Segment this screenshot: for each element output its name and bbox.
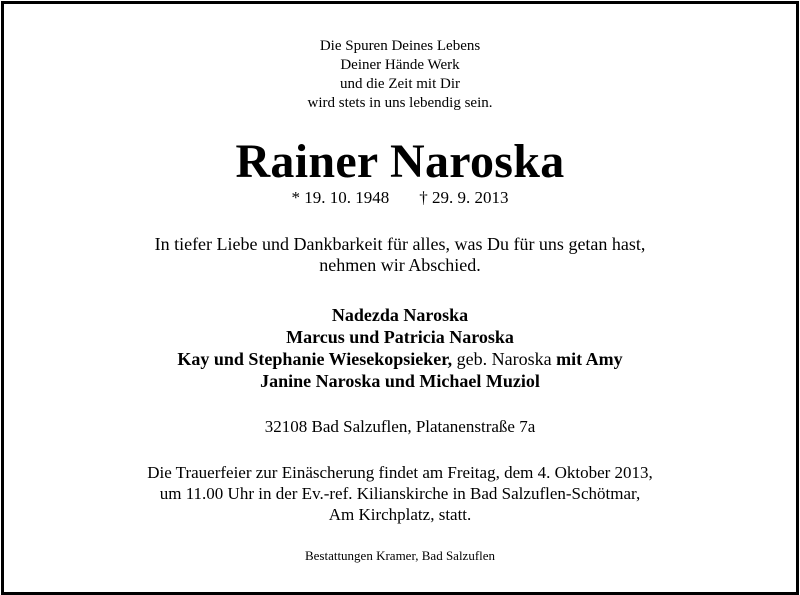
memorial-poem — [4, 37, 796, 113]
farewell-line: In tiefer Liebe und Dankbarkeit für alles, was Du für uns getan hast, — [154, 234, 646, 254]
poem-line: Deiner Hände Werk — [340, 57, 460, 73]
family-address: 32108 Bad Salzuflen, Platanenstraße 7a — [264, 417, 536, 436]
life-dates — [4, 188, 796, 208]
mourner-line — [4, 348, 796, 370]
ceremony-line: um 11.00 Uhr in der Ev.-ref. Kilianskirche in Bad Salzuflen-Schötmar, — [159, 484, 641, 503]
poem-line: Die Spuren Deines Lebens — [319, 38, 481, 54]
ceremony-line: Am Kirchplatz, statt. — [328, 505, 472, 524]
maiden-name-note: geb. Naroska — [452, 349, 557, 369]
mourner-line: Marcus und Patricia Naroska — [286, 327, 514, 347]
mourner-names-suffix: mit Amy — [556, 349, 623, 369]
birth-date: * 19. 10. 1948 — [291, 188, 390, 207]
ceremony-line: Die Trauerfeier zur Einäscherung findet am Freitag, dem 4. Oktober 2013, — [147, 463, 653, 482]
obituary-border — [1, 1, 799, 595]
mourner-line: Nadezda Naroska — [331, 305, 469, 325]
farewell-text — [4, 234, 796, 276]
obituary-content — [4, 4, 796, 592]
poem-line: und die Zeit mit Dir — [340, 76, 460, 92]
farewell-line: nehmen wir Abschied. — [319, 255, 481, 275]
funeral-home: Bestattungen Kramer, Bad Salzuflen — [304, 548, 496, 563]
mourner-line: Janine Naroska und Michael Muziol — [260, 371, 540, 391]
death-date: † 29. 9. 2013 — [419, 188, 509, 207]
deceased-name: Rainer Naroska — [235, 135, 565, 188]
mourners-list — [4, 304, 796, 392]
mourner-names: Kay und Stephanie Wiesekopsieker, — [177, 349, 453, 369]
poem-line: wird stets in uns lebendig sein. — [307, 95, 493, 111]
ceremony-details — [4, 462, 796, 525]
